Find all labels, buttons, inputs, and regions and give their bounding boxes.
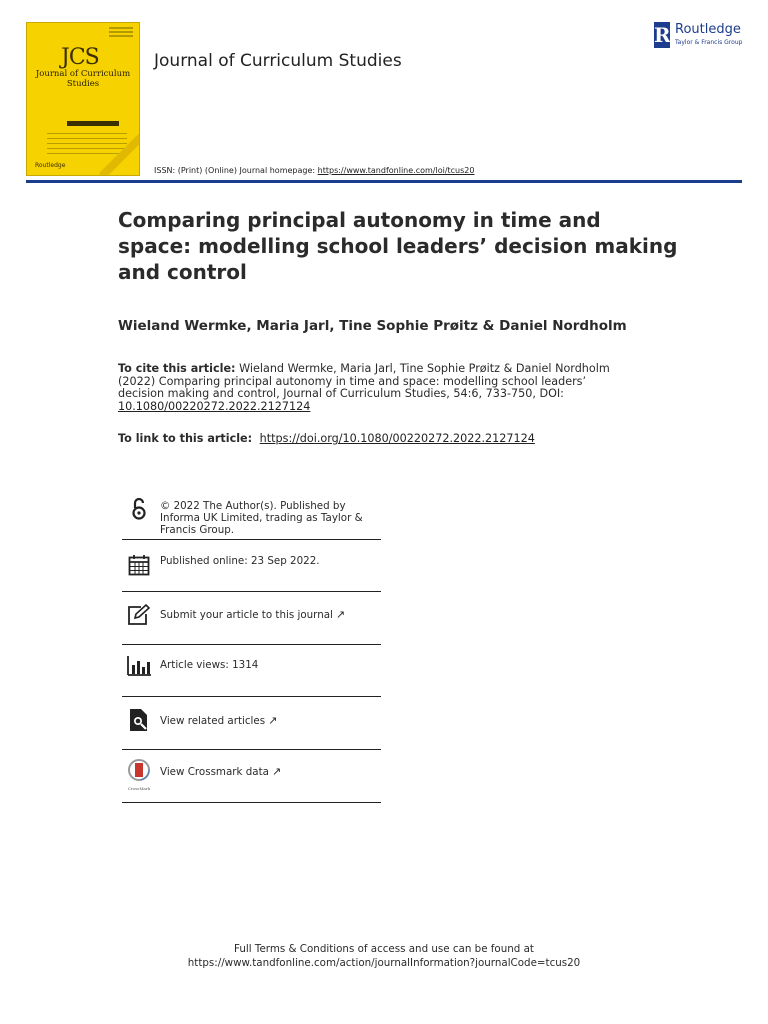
submit-article-label: Submit your article to this journal xyxy=(160,609,333,621)
routledge-logo[interactable] xyxy=(654,20,746,50)
submit-item[interactable] xyxy=(122,592,381,645)
cover-logo xyxy=(61,45,99,70)
publisher-name: Routledge xyxy=(675,22,741,37)
cite-label: To cite this article: xyxy=(118,362,236,375)
footer xyxy=(0,942,768,970)
cover-bar xyxy=(67,121,119,126)
bar-chart-icon xyxy=(126,653,152,679)
related-articles-link[interactable] xyxy=(160,715,382,727)
link-label: To link to this article: xyxy=(118,432,253,445)
article-authors: Wieland Wermke, Maria Jarl, Tine Sophie Prøitz & Daniel Nordholm xyxy=(118,318,627,334)
published-item xyxy=(122,540,381,592)
journal-cover-image xyxy=(26,22,140,176)
footer-terms-text: Full Terms & Conditions of access and use can be found at xyxy=(234,943,534,955)
calendar-icon xyxy=(126,552,152,578)
doi-link[interactable]: 10.1080/00220272.2022.2127124 xyxy=(118,399,311,413)
article-info-list xyxy=(122,494,381,803)
related-articles-label: View related articles xyxy=(160,715,266,727)
journal-homepage-link[interactable]: https://www.tandfonline.com/loi/tcus20 xyxy=(317,166,475,175)
open-access-icon xyxy=(126,496,152,522)
views-item xyxy=(122,645,381,697)
article-link-line xyxy=(118,432,535,445)
citation-block xyxy=(118,363,618,413)
article-views-text: Article views: 1314 xyxy=(160,659,259,671)
external-link-icon: ↗ xyxy=(271,765,282,778)
submit-article-link[interactable] xyxy=(160,609,382,621)
crossmark-logo-text: CrossMark xyxy=(127,786,151,791)
open-access-text: © 2022 The Author(s). Published by Informa UK Limited, trading as Taylor & Francis Group. xyxy=(160,500,363,536)
pencil-edit-icon xyxy=(126,602,152,628)
crossmark-icon xyxy=(126,760,152,786)
published-date-text: Published online: 23 Sep 2022. xyxy=(160,555,320,567)
cover-text-lines xyxy=(47,133,127,158)
related-search-icon xyxy=(126,707,152,733)
footer-terms-url[interactable]: https://www.tandfonline.com/action/journalInformation?journalCode=tcus20 xyxy=(187,957,581,969)
issn-line xyxy=(154,166,474,175)
crossmark-item[interactable] xyxy=(122,750,381,803)
cover-abbrev: JCS xyxy=(61,45,99,70)
related-item[interactable] xyxy=(122,697,381,750)
cover-title: Journal of Curriculum Studies xyxy=(35,69,131,89)
article-title: Comparing principal autonomy in time and space: modelling school leaders’ decision making and control xyxy=(118,208,678,284)
cover-publisher: Routledge xyxy=(35,162,66,169)
routledge-r-icon: R xyxy=(654,23,671,47)
cite-text: Wieland Wermke, Maria Jarl, Tine Sophie Prøitz & Daniel Nordholm (2022) Comparing principal autonomy in time and space: modelling school leaders’ decision making and control, Journal of Curriculum Studies, 54:6, 733-750, DOI: xyxy=(118,362,610,401)
article-doi-url-link[interactable]: https://doi.org/10.1080/00220272.2022.2127124 xyxy=(259,432,535,445)
journal-title: Journal of Curriculum Studies xyxy=(154,51,402,71)
external-link-icon: ↗ xyxy=(268,714,278,727)
crossmark-label: View Crossmark data xyxy=(160,766,269,778)
external-link-icon: ↗ xyxy=(335,608,346,621)
issn-text: ISSN: (Print) (Online) Journal homepage: xyxy=(154,166,316,175)
open-access-item xyxy=(122,494,381,540)
crossmark-link[interactable] xyxy=(160,766,382,778)
cover-volume-lines xyxy=(109,27,133,45)
header-divider xyxy=(26,180,742,183)
publisher-subtitle: Taylor & Francis Group xyxy=(675,39,743,46)
